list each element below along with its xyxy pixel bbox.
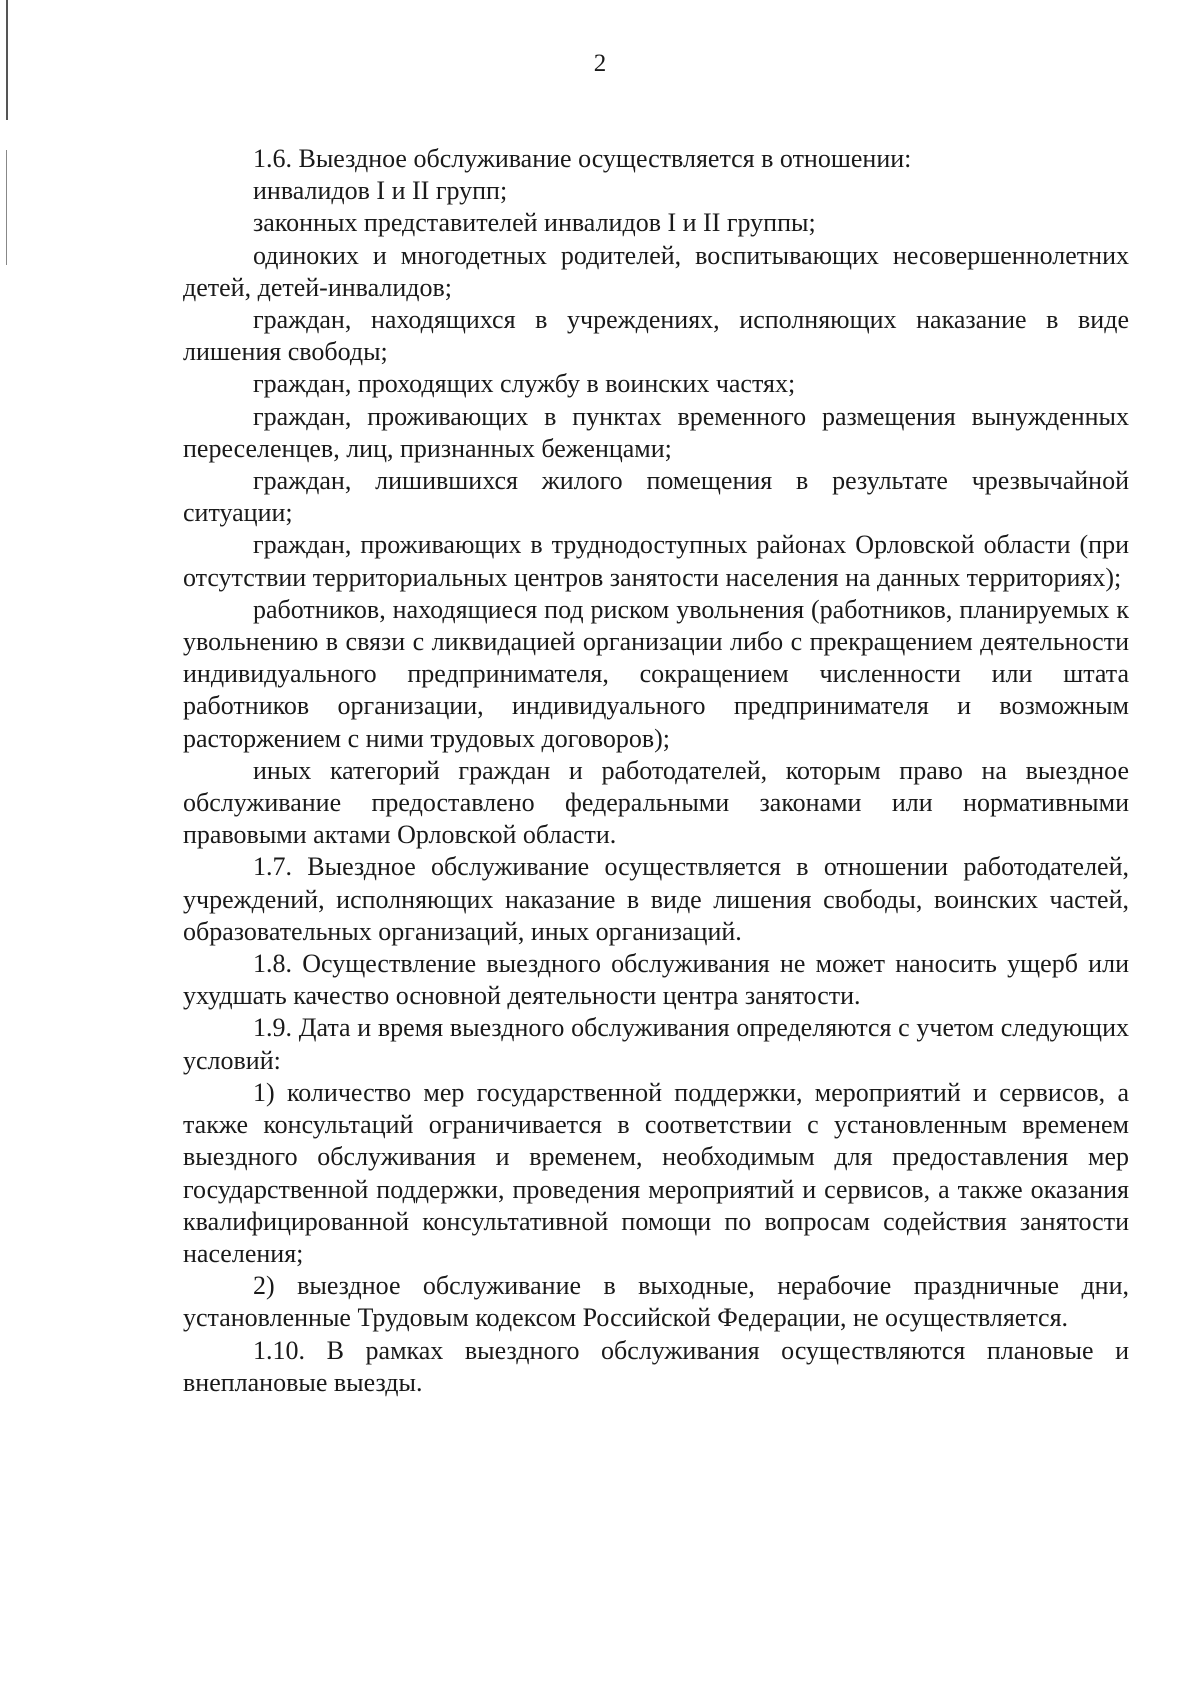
- paragraph: 1.6. Выездное обслуживание осуществляется в отношении:: [253, 144, 912, 173]
- paragraph: 1.10. В рамках выездного обслуживания осуществляются плановые и внеплановые выезды.: [183, 1335, 1129, 1397]
- paragraph: 1.8. Осуществление выездного обслуживания не может наносить ущерб или ухудшать качество основной деятельности центра занятости.: [183, 949, 1129, 1011]
- paragraph: 1.7. Выездное обслуживание осуществляется в отношении работодателей, учреждений, исполняющих наказание в виде лишения свободы, воинских частей, образовательных организаций, иных организаций.: [183, 852, 1129, 946]
- page-number: 2: [593, 50, 607, 77]
- paragraph: граждан, проживающих в труднодоступных районах Орловской области (при отсутствии территориальных центров занятости населения на данных территориях);: [183, 530, 1129, 592]
- paragraph: инвалидов I и II групп;: [253, 176, 508, 206]
- paragraph: граждан, проходящих службу в воинских частях;: [253, 369, 796, 399]
- paragraph: законных представителей инвалидов I и II группы;: [253, 208, 816, 238]
- paragraph: граждан, лишившихся жилого помещения в результате чрезвычайной ситуации;: [183, 466, 1129, 528]
- document-body: [183, 143, 1129, 1399]
- paragraph: иных категорий граждан и работодателей, которым право на выездное обслуживание предоставлено федеральными законами или нормативными правовыми актами Орловской области.: [183, 755, 1129, 850]
- paragraph: граждан, проживающих в пунктах временного размещения вынужденных переселенцев, лиц, признанных беженцами;: [183, 401, 1129, 463]
- paragraph: одиноких и многодетных родителей, воспитывающих несовершеннолетних детей, детей-инвалидов;: [183, 240, 1129, 302]
- paragraph: работников, находящиеся под риском увольнения (работников, планируемых к увольнению в связи с ликвидацией организации либо с прекращением деятельности индивидуального предпринимателя, сокращением численности или штата работников организации, индивидуального предпринимателя и возможным расторжением с ними трудовых договоров);: [183, 594, 1129, 753]
- paragraph: 1) количество мер государственной поддержки, мероприятий и сервисов, а также консультаций ограничивается в соответствии с установленным временем выездного обслуживания и временем, необходимым для предоставления мер государственной поддержки, проведения мероприятий и сервисов, а также оказания квалифицированной консультативной помощи по вопросам содействия занятости населения;: [183, 1077, 1129, 1268]
- scan-edge-line: [6, 150, 7, 265]
- paragraph: 2) выездное обслуживание в выходные, нерабочие праздничные дни, установленные Трудовым кодексом Российской Федерации, не осуществляется.: [183, 1271, 1129, 1333]
- paragraph: граждан, находящихся в учреждениях, исполняющих наказание в виде лишения свободы;: [183, 305, 1129, 367]
- paragraph: 1.9. Дата и время выездного обслуживания определяются с учетом следующих условий:: [183, 1013, 1129, 1075]
